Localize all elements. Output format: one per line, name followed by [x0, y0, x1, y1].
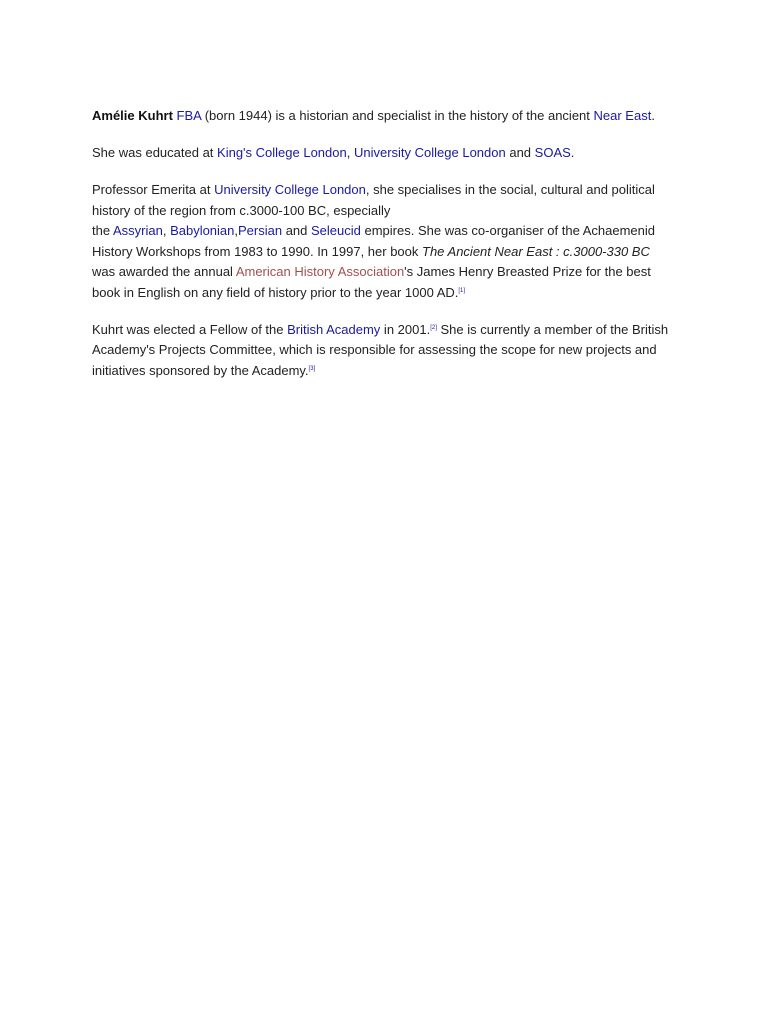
text-run: and — [282, 223, 312, 238]
footnote-link-3[interactable]: [3] — [308, 365, 316, 372]
footnote-ref-3 — [309, 366, 316, 372]
paragraph-intro — [92, 106, 672, 127]
text-run: She was educated at — [92, 145, 218, 160]
book-title: The Ancient Near East : c.3000-330 BC — [422, 243, 650, 259]
link-university-college-london[interactable]: University College London — [214, 182, 366, 197]
paragraph-fellowship — [92, 320, 672, 382]
text-run: in 2001. — [380, 321, 431, 337]
link-assyrian[interactable]: Assyrian — [112, 223, 163, 238]
text-run: the — [92, 223, 113, 238]
article-subject: Amélie Kuhrt — [92, 108, 173, 123]
text-run: . — [651, 108, 655, 123]
text-run: (born 1944) is a historian and specialist in the history of the ancient — [201, 108, 594, 123]
text-run: . — [570, 145, 575, 160]
link-kings-college-london[interactable]: King's College London — [217, 145, 347, 160]
text-run: , — [162, 223, 171, 238]
link-near-east[interactable]: Near East — [593, 108, 652, 123]
text-run: was awarded the annual — [92, 264, 236, 279]
paragraph-education — [92, 143, 672, 164]
link-fba[interactable]: FBA — [176, 108, 202, 123]
link-seleucid[interactable]: Seleucid — [311, 223, 361, 238]
link-british-academy[interactable]: British Academy — [287, 321, 381, 337]
link-soas[interactable]: SOAS — [534, 145, 571, 160]
footnote-ref-1 — [458, 288, 465, 294]
text-run: 's James Henry Breasted Prize for the best book in English on any field of history prior to the year 1000 AD. — [92, 264, 651, 300]
text-run: Kuhrt was elected a Fellow of the — [92, 321, 288, 337]
text-run: , — [346, 145, 354, 160]
link-persian[interactable]: Persian — [238, 223, 283, 238]
text-run: and — [505, 145, 535, 160]
link-american-history-association[interactable]: American History Association — [235, 264, 405, 279]
text-run: She is currently a member of the British Academy's Projects Committee, which is responsible for assessing the scope for new projects and initiatives sponsored by the Academy. — [92, 321, 669, 378]
text-run: Professor Emerita at — [92, 182, 215, 197]
article-body — [92, 106, 672, 398]
text-run: empires. She was co-organiser of the Achaemenid History Workshops from 1983 to 1990. In 1997, her book — [92, 223, 655, 259]
footnote-link-1[interactable]: [1] — [458, 287, 466, 294]
footnote-ref-2 — [430, 325, 437, 331]
footnote-link-2[interactable]: [2] — [430, 324, 437, 331]
link-babylonian[interactable]: Babylonian — [170, 223, 235, 238]
paragraph-career — [92, 180, 672, 303]
text-run: , — [234, 223, 239, 238]
text-run: , she specialises in the social, cultural and political history of the region from c.3000-100 BC, especially — [92, 182, 655, 218]
link-university-college-london[interactable]: University College London — [353, 145, 506, 160]
